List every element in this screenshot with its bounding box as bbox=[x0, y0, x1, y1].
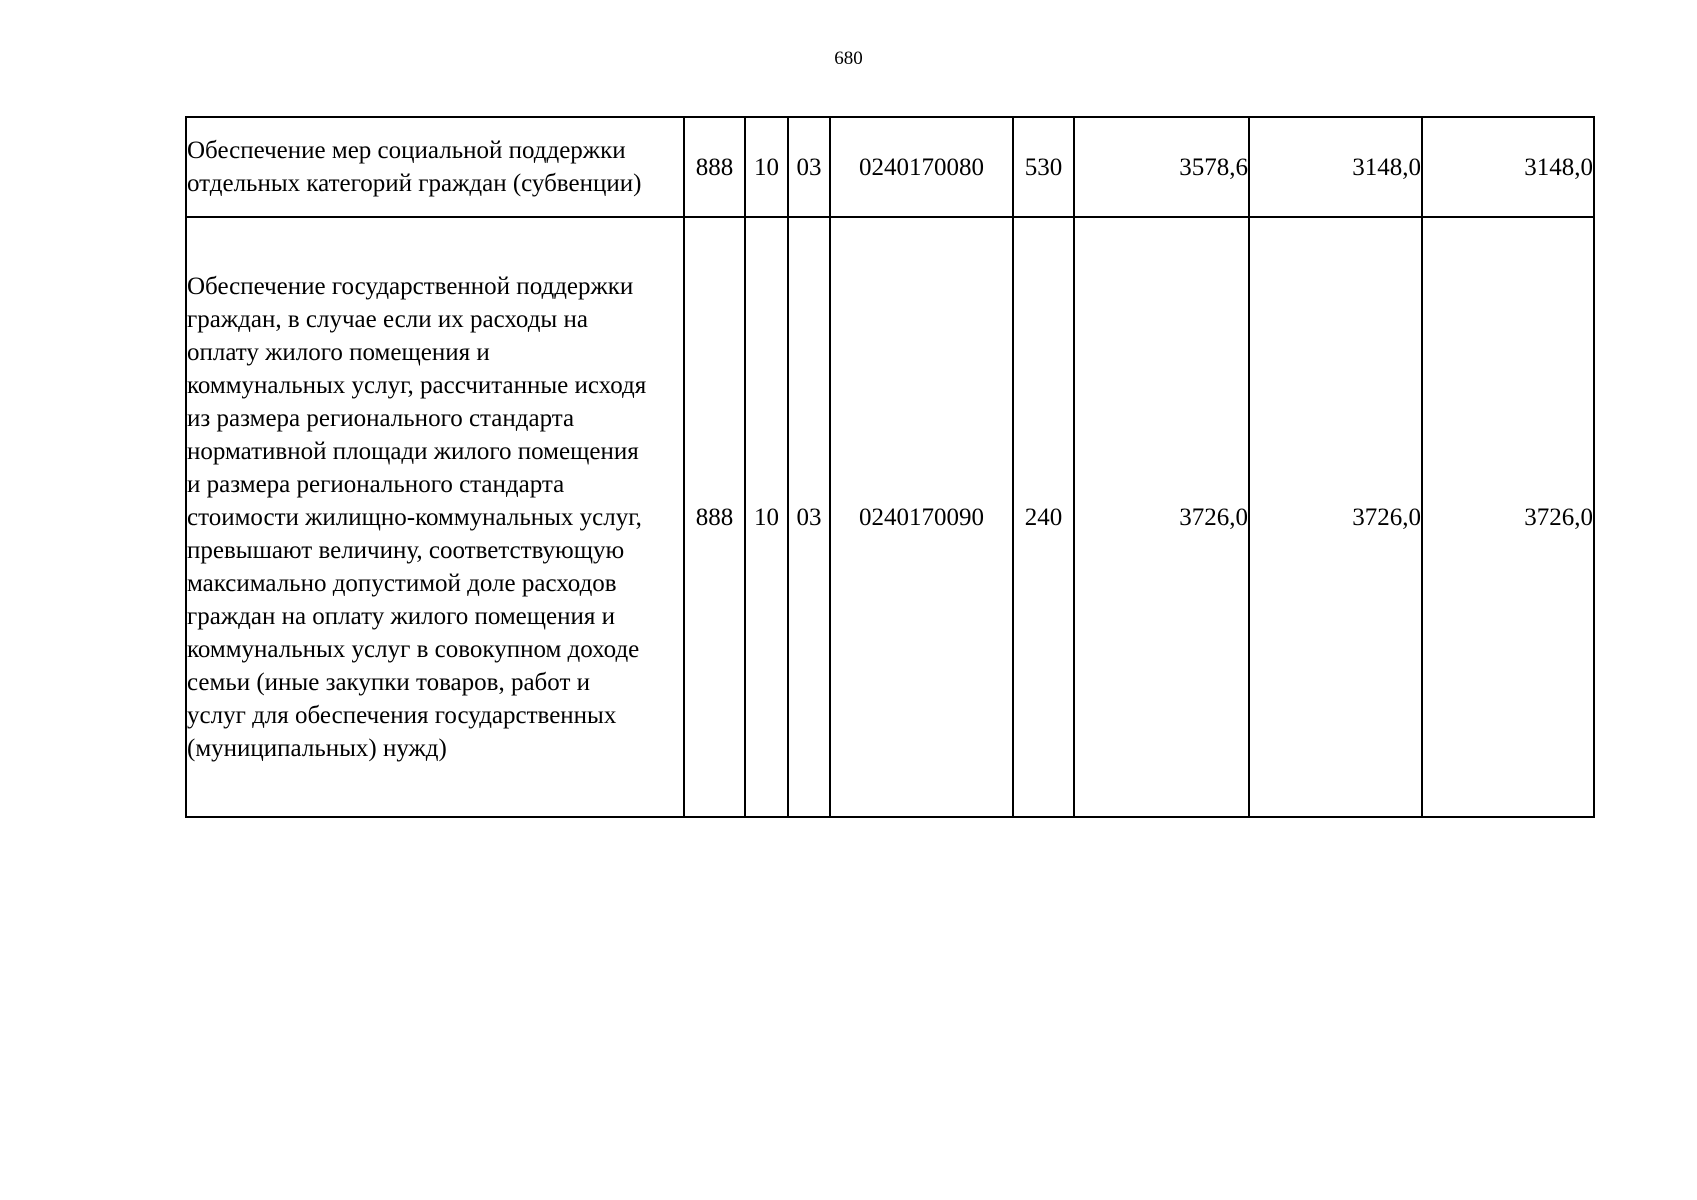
description-line: коммунальных услуг, рассчитанные исходя bbox=[187, 371, 647, 399]
description-line: и размера регионального стандарта bbox=[187, 470, 565, 498]
target-article-cell: 0240170090 bbox=[830, 217, 1013, 817]
target-article-cell: 0240170080 bbox=[830, 117, 1013, 217]
page-number: 680 bbox=[834, 48, 863, 69]
description-line: Обеспечение мер социальной поддержки bbox=[187, 137, 626, 164]
ministry-code-cell: 888 bbox=[684, 217, 745, 817]
ministry-code-cell: 888 bbox=[684, 117, 745, 217]
description-line: оплату жилого помещения и bbox=[187, 338, 490, 366]
description-cell bbox=[186, 117, 684, 217]
description-line: отдельных категорий граждан (субвенции) bbox=[187, 170, 642, 197]
expense-type-cell: 240 bbox=[1013, 217, 1074, 817]
budget-table bbox=[185, 116, 1595, 818]
subsection-code-cell: 03 bbox=[788, 117, 830, 217]
section-code-cell: 10 bbox=[745, 117, 788, 217]
amount-cell-2: 3148,0 bbox=[1249, 117, 1422, 217]
description-line: (муниципальных) нужд) bbox=[187, 734, 447, 762]
description-line: семьи (иные закупки товаров, работ и bbox=[187, 668, 591, 696]
description-line: превышают величину, соответствующую bbox=[187, 536, 625, 564]
amount-cell-3: 3148,0 bbox=[1422, 117, 1594, 217]
description-line: из размера регионального стандарта bbox=[187, 404, 575, 432]
section-code-cell: 10 bbox=[745, 217, 788, 817]
table-row bbox=[186, 117, 1594, 217]
description-line: Обеспечение государственной поддержки bbox=[187, 272, 634, 300]
description-line: максимально допустимой доле расходов bbox=[187, 569, 617, 597]
description-line: нормативной площади жилого помещения bbox=[187, 437, 639, 465]
amount-cell-3: 3726,0 bbox=[1422, 217, 1594, 817]
description-line: граждан, в случае если их расходы на bbox=[187, 305, 588, 333]
subsection-code-cell: 03 bbox=[788, 217, 830, 817]
description-line: услуг для обеспечения государственных bbox=[187, 701, 617, 729]
description-line: коммунальных услуг в совокупном доходе bbox=[187, 635, 640, 663]
description-cell bbox=[186, 217, 684, 817]
table-row bbox=[186, 217, 1594, 817]
amount-cell-2: 3726,0 bbox=[1249, 217, 1422, 817]
expense-type-cell: 530 bbox=[1013, 117, 1074, 217]
amount-cell-1: 3726,0 bbox=[1074, 217, 1249, 817]
description-line: стоимости жилищно-коммунальных услуг, bbox=[187, 503, 642, 531]
amount-cell-1: 3578,6 bbox=[1074, 117, 1249, 217]
description-line: граждан на оплату жилого помещения и bbox=[187, 602, 616, 630]
